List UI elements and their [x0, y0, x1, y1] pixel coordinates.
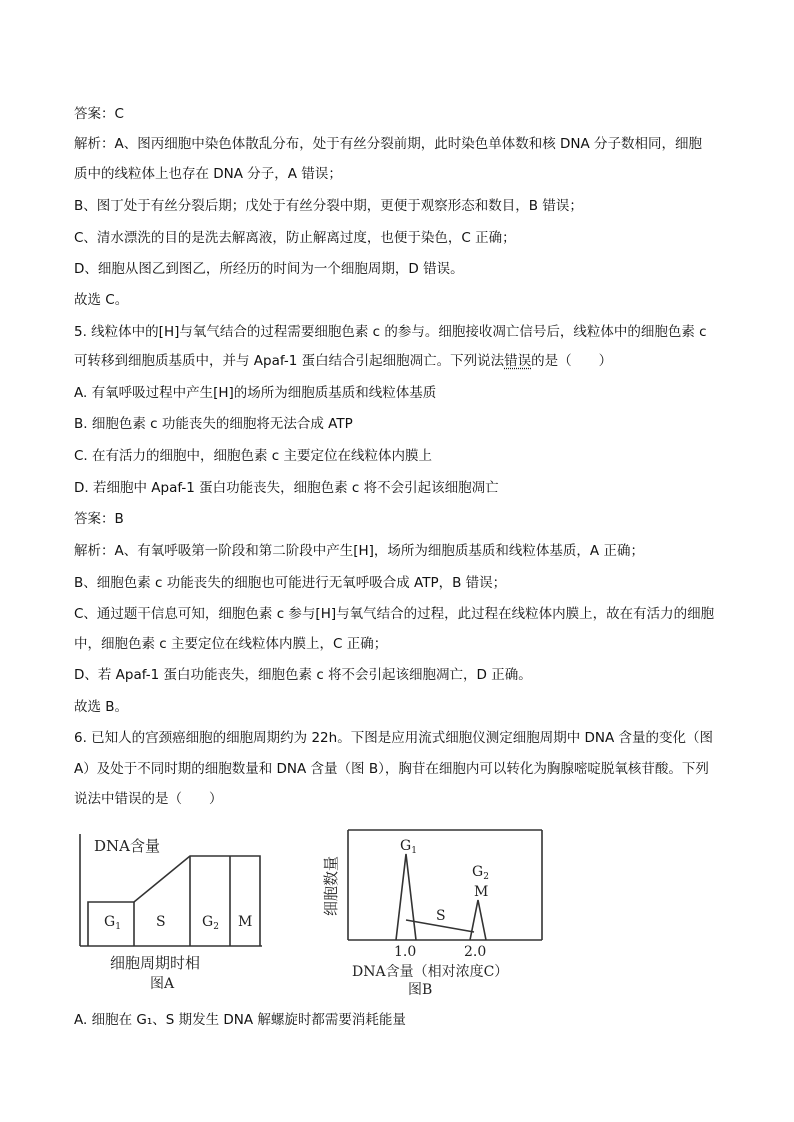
figure-b-peak-g1	[396, 854, 416, 940]
question-6-stem-line1: 6. 已知人的宫颈癌细胞的细胞周期约为 22h。下图是应用流式细胞仪测定细胞周期中 DNA 含量的变化（图	[74, 730, 714, 746]
figure-a-caption: 图A	[150, 976, 175, 992]
stem-text-end: 的是（ ）	[531, 353, 613, 369]
analysis-4-c: C、清水漂洗的目的是洗去解离液，防止解离过度，也便于染色，C 正确；	[74, 230, 516, 246]
analysis-5-d: D、若 Apaf-1 蛋白功能丧失，细胞色素 c 将不会引起该细胞凋亡，D 正确。	[74, 667, 532, 683]
answer-4: 答案：C	[74, 106, 124, 122]
question-6-stem-line3: 说法中错误的是（ ）	[74, 791, 223, 807]
analysis-5-b: B、细胞色素 c 功能丧失的细胞也可能进行无氧呼吸合成 ATP，B 错误；	[74, 575, 507, 591]
question-6-stem-line2: A）及处于不同时期的细胞数量和 DNA 含量（图 B），胸苷在细胞内可以转化为胸腺嘧啶脱氧核苷酸。下列	[74, 761, 709, 777]
stem-text: 可转移到细胞质基质中，并与 Apaf-1 蛋白结合引起细胞凋亡。下列说法	[74, 353, 505, 369]
figure-b-label-s: S	[436, 908, 446, 924]
figure-a-xlabel: 细胞周期时相	[110, 954, 201, 972]
conclusion-5: 故选 B。	[74, 699, 129, 715]
figure-a-phase-g1: $G_1$	[104, 914, 121, 932]
emphasis-word: 错误	[504, 353, 532, 369]
analysis-5-a: 解析：A、有氧呼吸第一阶段和第二阶段中产生[H]，场所为细胞质基质和线粒体基质，A 正确；	[74, 543, 644, 559]
analysis-4-line2: 质中的线粒体上也存在 DNA 分子，A 错误；	[74, 166, 342, 182]
question-5-stem-line1: 5. 线粒体中的[H]与氧气结合的过程需要细胞色素 c 的参与。细胞接收凋亡信号后，线粒体中的细胞色素 c	[74, 324, 707, 340]
analysis-4-d: D、细胞从图乙到图乙，所经历的时间为一个细胞周期，D 错误。	[74, 261, 464, 277]
figure-b-tick-1: 1.0	[394, 944, 417, 960]
figure-a-phase-m: M	[238, 914, 253, 930]
analysis-5-c-line1: C、通过题干信息可知，细胞色素 c 参与[H]与氧气结合的过程，此过程在线粒体内膜上，故在有活力的细胞	[74, 606, 715, 622]
figure-a-phase-g2: $G_2$	[202, 914, 219, 932]
option-5c: C. 在有活力的细胞中，细胞色素 c 主要定位在线粒体内膜上	[74, 448, 433, 464]
figure-b-ylabel: 细胞数量	[322, 855, 340, 916]
analysis-4-line1: 解析：A、图丙细胞中染色体散乱分布，处于有丝分裂前期，此时染色单体数和核 DNA 分子数相同，细胞	[74, 136, 703, 152]
figure-b-caption: 图B	[408, 982, 433, 998]
conclusion-4: 故选 C。	[74, 292, 129, 308]
figure-a-phase-s: S	[156, 914, 166, 930]
figure-a-ylabel: DNA含量	[94, 837, 160, 855]
figure-b-peak-g2m	[470, 900, 486, 940]
analysis-4-b: B、图丁处于有丝分裂后期；戊处于有丝分裂中期，更便于观察形态和数目，B 错误；	[74, 198, 583, 214]
option-5a: A. 有氧呼吸过程中产生[H]的场所为细胞质基质和线粒体基质	[74, 385, 437, 401]
figure-b-label-m: M	[474, 884, 489, 900]
answer-5: 答案：B	[74, 511, 124, 527]
figure-a-dna-curve	[88, 856, 260, 946]
figure-b-label-g1: $G_1$	[400, 838, 417, 856]
figure-b-label-g2: $G_2$	[472, 864, 489, 882]
figure-b	[312, 824, 552, 1000]
figure-b-xlabel: DNA含量（相对浓度C）	[352, 964, 509, 980]
option-6a: A. 细胞在 G₁、S 期发生 DNA 解螺旋时都需要消耗能量	[74, 1012, 406, 1028]
option-5b: B. 细胞色素 c 功能丧失的细胞将无法合成 ATP	[74, 416, 353, 432]
option-5d: D. 若细胞中 Apaf-1 蛋白功能丧失，细胞色素 c 将不会引起该细胞凋亡	[74, 480, 499, 496]
figure-a	[70, 826, 270, 996]
question-5-stem-line2	[74, 351, 612, 371]
figure-b-tick-2: 2.0	[464, 944, 487, 960]
analysis-5-c-line2: 中，细胞色素 c 主要定位在线粒体内膜上，C 正确；	[74, 636, 388, 652]
